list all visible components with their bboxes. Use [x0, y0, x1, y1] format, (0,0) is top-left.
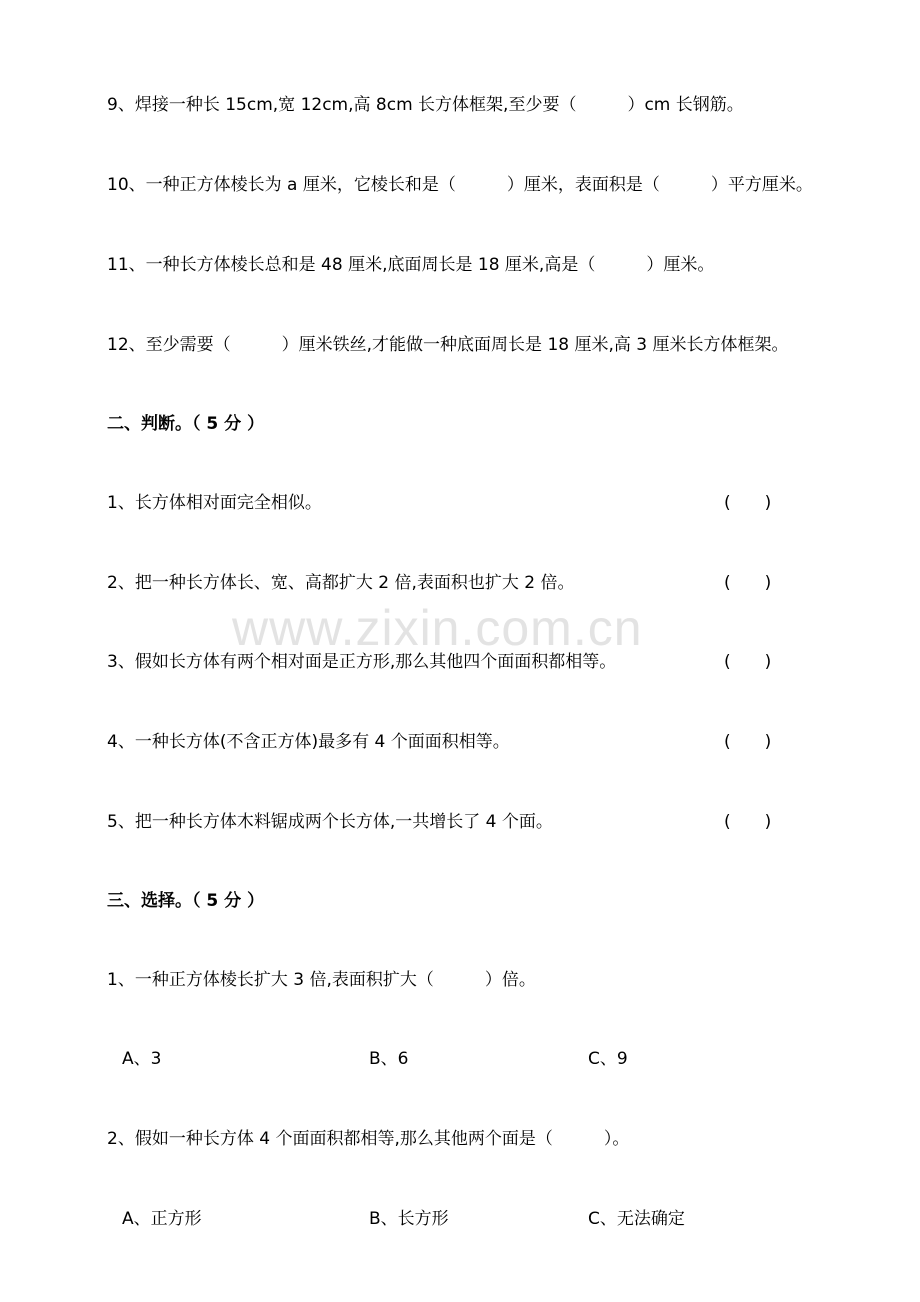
judge-question-3: 3、假如长方体有两个相对面是正方形,那么其他四个面面积都相等。 — [107, 652, 617, 672]
judge-question-4: 4、一种长方体(不含正方体)最多有 4 个面面积相等。 — [107, 732, 510, 752]
section-title-choice: 三、选择。（ 5 分 ） — [107, 891, 265, 911]
judge-answer-blank-3: ( ) — [724, 652, 772, 672]
judge-answer-blank-4: ( ) — [724, 732, 772, 752]
choice-1-option-b: B、6 — [369, 1049, 409, 1069]
choice-2-option-c: C、无法确定 — [588, 1209, 685, 1229]
choice-2-option-a: A、正方形 — [122, 1209, 202, 1229]
fill-question-12: 12、至少需要（ ）厘米铁丝,才能做一种底面周长是 18 厘米,高 3 厘米长方体框架。 — [107, 335, 789, 355]
choice-1-option-a: A、3 — [122, 1049, 162, 1069]
judge-answer-blank-2: ( ) — [724, 573, 772, 593]
judge-question-1: 1、长方体相对面完全相似。 — [107, 493, 322, 513]
fill-question-11: 11、一种长方体棱长总和是 48 厘米,底面周长是 18 厘米,高是（ ）厘米。 — [107, 255, 715, 275]
choice-question-1: 1、一种正方体棱长扩大 3 倍,表面积扩大（ ）倍。 — [107, 970, 536, 990]
fill-question-10: 10、一种正方体棱长为 a 厘米，它棱长和是（ ）厘米，表面积是（ ）平方厘米。 — [107, 175, 813, 195]
choice-2-option-b: B、长方形 — [369, 1209, 449, 1229]
watermark: www.zixin.com.cn — [232, 600, 643, 656]
section-title-judge: 二、判断。（ 5 分 ） — [107, 414, 265, 434]
judge-answer-blank-5: ( ) — [724, 812, 772, 832]
judge-question-2: 2、把一种长方体长、宽、高都扩大 2 倍,表面积也扩大 2 倍。 — [107, 573, 575, 593]
judge-answer-blank-1: ( ) — [724, 493, 772, 513]
choice-1-option-c: C、9 — [588, 1049, 628, 1069]
fill-question-9: 9、焊接一种长 15cm,宽 12cm,高 8cm 长方体框架,至少要（ ）cm 长钢筋。 — [107, 95, 744, 115]
choice-question-2: 2、假如一种长方体 4 个面面积都相等,那么其他两个面是（ ）。 — [107, 1129, 630, 1149]
judge-question-5: 5、把一种长方体木料锯成两个长方体,一共增长了 4 个面。 — [107, 812, 553, 832]
